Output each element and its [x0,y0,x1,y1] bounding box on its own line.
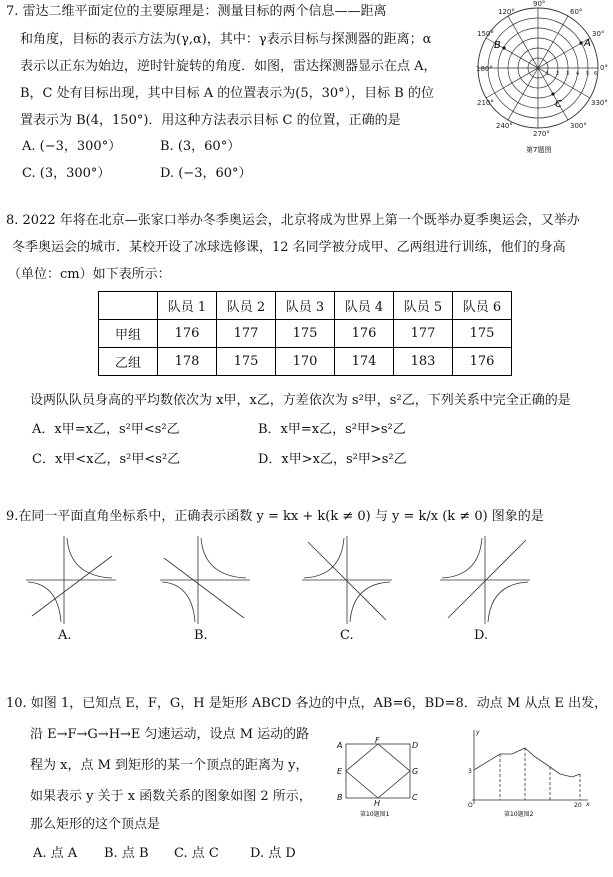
q10-option-a[interactable]: A. 点 A [33,846,78,861]
table-row [99,348,512,376]
q10-option-c[interactable]: C. 点 C [174,846,219,861]
vertex-label: E [337,767,343,776]
angle-label: 210° [477,99,494,107]
point-a-label: A [584,38,591,49]
vertex-label: F [375,736,380,745]
table-cell: 队员 3 [276,292,335,320]
table-cell: 乙组 [99,348,158,376]
q10-option-b[interactable]: B. 点 B [104,846,149,861]
point-c-label: C [555,99,562,110]
table-cell: 队员 1 [158,292,217,320]
graph-axis-label: y [476,729,480,736]
q9-stem: 9.在同一平面直角坐标系中，正确表示函数 y = kx + k(k ≠ 0) 与 y = k/x (k ≠ 0) 图象的是 [6,509,544,524]
q9-graph-b [160,536,250,624]
table-header-row [99,292,512,320]
target-a-point [579,41,582,44]
angle-label: 330° [591,99,608,107]
q8-stem: 设两队队员身高的平均数依次为 x甲，x乙，方差依次为 s²甲，s²乙，下列关系中完全正确的是 [30,393,571,408]
vertex-label: B [337,793,343,802]
q7-option-c[interactable]: C. (3，300°） [22,166,111,181]
q9-graph-c [302,536,392,624]
vertex-label: A [337,741,343,750]
graph-axis-label: O [468,802,473,809]
q9-label-b[interactable]: B. [194,628,208,643]
ring-label: 6 [594,71,598,77]
ring-label: 2 [556,71,560,77]
table-row [99,320,512,348]
table-cell: 178 [158,348,217,376]
fig1-caption: 第10题图1 [360,811,390,818]
target-c-point [551,92,554,95]
q7-line3: 表示以正东为始边，逆时针旋转的角度．如图，雷达探测器显示在点 A， [20,59,437,74]
angle-label: 90° [533,0,546,8]
q7-line5: 置表示为 B(4，150°)．用这种方法表示目标 C 的位置，正确的是 [20,113,401,128]
angle-label: 150° [477,30,494,38]
angle-label: 30° [592,30,605,38]
ring-label: 5 [586,71,590,77]
target-b-point [502,46,505,49]
angle-label: 0° [600,64,608,72]
angle-label: 270° [533,130,550,138]
q10-line4: 如果表示 y 关于 x 函数关系的图象如图 2 所示， [30,789,312,804]
vertex-label: G [412,767,419,776]
q10-line1: 10. 如图 1，已知点 E，F，G，H 是矩形 ABCD 各边的中点，AB=6，BD=8．动点 M 从点 E 出发， [6,696,608,711]
table-cell: 170 [276,348,335,376]
q7-option-d[interactable]: D. (−3，60°） [160,166,252,181]
q7-option-b[interactable]: B. (3，60°） [160,139,241,154]
table-cell: 174 [335,348,394,376]
table-cell: 176 [335,320,394,348]
angle-label: 60° [570,8,583,16]
table-cell: 队员 2 [217,292,276,320]
angle-label: 300° [570,122,587,130]
q8-option-d[interactable]: D．x甲>x乙，s²甲>s²乙 [258,452,407,467]
q10-option-d[interactable]: D. 点 D [250,846,296,861]
table-cell: 队员 4 [335,292,394,320]
graph-axis-label: 3 [468,768,472,775]
point-b-label: B [494,40,501,51]
q8-option-a[interactable]: A．x甲=x乙，s²甲<s²乙 [32,422,180,437]
table-cell: 175 [453,320,512,348]
fig2-caption: 第10题图2 [504,811,534,818]
q8-option-c[interactable]: C．x甲<x乙，s²甲<s²乙 [32,452,181,467]
table-cell [99,292,158,320]
q7-line1: 7. 雷达二维平面定位的主要原理是：测量目标的两个信息——距离 [6,4,387,19]
table-cell: 队员 6 [453,292,512,320]
vertex-label: D [412,741,419,750]
q10-line2: 沿 E→F→G→H→E 匀速运动，设点 M 运动的路 [30,727,310,742]
table-cell: 176 [453,348,512,376]
q7-line4: B，C 处有目标出现，其中目标 A 的位置表示为(5，30°），目标 B 的位 [20,86,434,101]
q9-label-a[interactable]: A. [58,628,72,643]
table-cell: 甲组 [99,320,158,348]
q10-line3: 程为 x，点 M 到矩形的某一个顶点的距离为 y， [30,758,309,773]
q7-line2: 和角度，目标的表示方法为(γ,α)，其中：γ表示目标与探测器的距离；α [20,32,432,47]
q9-label-c[interactable]: C. [340,628,354,643]
table-cell: 177 [394,320,453,348]
ring-label: 1 [546,71,550,77]
angle-label: 120° [498,8,515,16]
table-cell: 175 [217,348,276,376]
vertex-label: H [374,799,381,808]
table-cell: 177 [217,320,276,348]
radar-figure [478,0,613,158]
ring-label: 3 [566,71,570,77]
table-cell: 183 [394,348,453,376]
graph-axis-label: x [586,801,590,808]
distance-graph [462,726,592,822]
q8-option-b[interactable]: B．x甲=x乙，s²甲>s²乙 [258,422,406,437]
ring-label: 4 [576,71,580,77]
q9-graph-d [440,536,530,624]
table-cell: 175 [276,320,335,348]
q8-line2: 冬季奥运会的城市．某校开设了冰球选修课，12 名同学被分成甲、乙两组进行训练，他们的身高 [12,240,566,255]
q8-line3: （单位：cm）如下表所示： [8,267,171,282]
q7-option-a[interactable]: A. (−3，300°） [22,139,122,154]
q9-label-d[interactable]: D. [474,628,489,643]
angle-label: 180° [476,65,493,73]
height-table [98,291,512,376]
q9-graph-a [26,536,116,624]
rectangle-figure [334,736,424,822]
graph-axis-label: 20 [574,802,582,809]
q8-line1: 8. 2022 年将在北京—张家口举办冬季奥运会，北京将成为世界上第一个既举办夏季奥运会，又举办 [6,213,580,228]
table-cell: 队员 5 [394,292,453,320]
angle-label: 240° [496,122,513,130]
q10-line5: 那么矩形的这个顶点是 [30,817,161,832]
vertex-label: C [412,793,418,802]
table-cell: 176 [158,320,217,348]
figure-caption: 第7题图 [526,146,552,154]
